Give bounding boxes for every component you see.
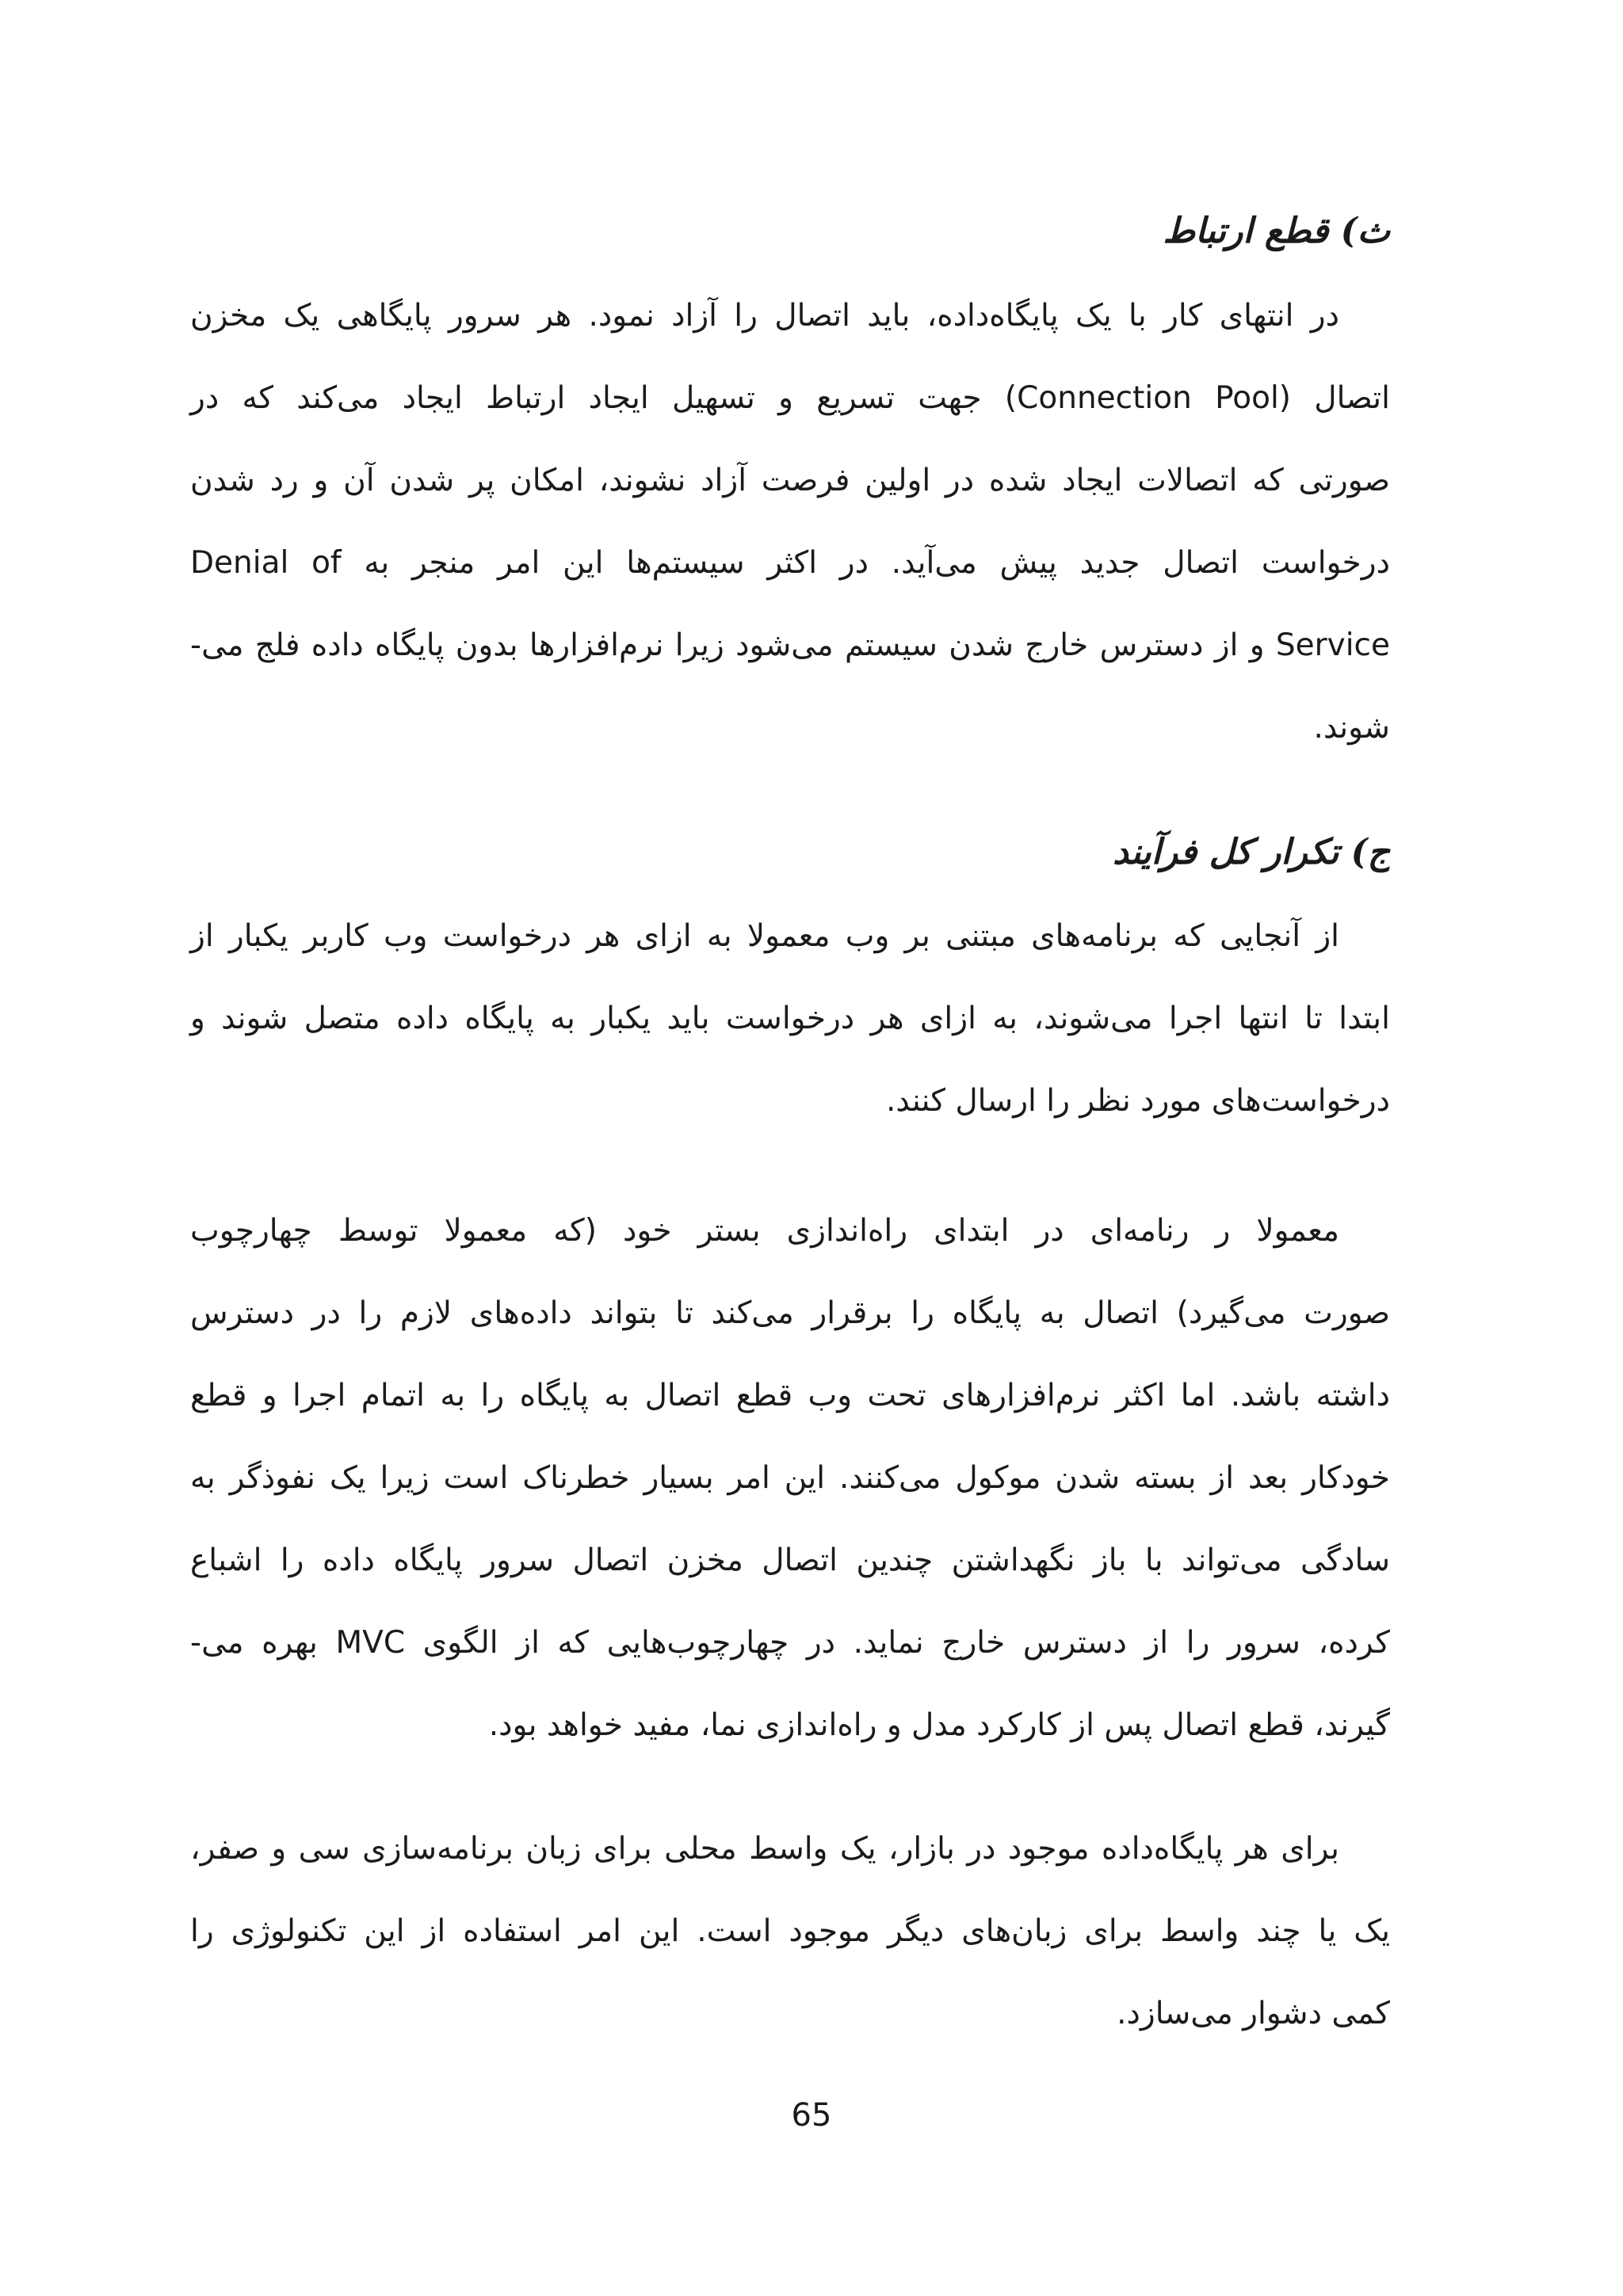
paragraph-line: اتصال (Connection Pool) جهت تسریع و تسهیل ایجاد ارتباط ایجاد می‌کند که در [190,380,1390,416]
section-heading-disconnect: ث) قطع ارتباط [1163,211,1390,251]
paragraph-line: خودکار بعد از بسته شدن موکول می‌کنند. این امر بسیار خطرناک است زیرا یک نفوذگر به [190,1460,1390,1496]
paragraph-line: کمی دشوار می‌سازد. [1117,1996,1390,2031]
paragraph-line: Service و از دسترس خارج شدن سیستم می‌شود زیرا نرم‌افزارها بدون پایگاه داده فلج می- [190,627,1390,663]
paragraph-line: گیرند، قطع اتصال پس از کارکرد مدل و راه‌اندازی نما، مفید خواهد بود. [488,1707,1390,1743]
paragraph-line: در انتهای کار با یک پایگاه‌داده، باید اتصال را آزاد نمود. هر سرور پایگاهی یک مخزن [190,298,1339,334]
page-number: 65 [791,2097,832,2134]
paragraph-line: یک یا چند واسط برای زبان‌های دیگر موجود است. این امر استفاده از این تکنولوژی را [190,1913,1390,1949]
paragraph-line: شوند. [1313,710,1390,746]
paragraph-line: معمولا ر رنامه‌ای در ابتدای راه‌اندازی بستر خود (که معمولا توسط چهارچوب [190,1213,1339,1249]
paragraph-line: صورت می‌گیرد) اتصال به پایگاه را برقرار می‌کند تا بتواند داده‌های لازم را در دسترس [190,1295,1390,1331]
paragraph-line: سادگی می‌تواند با باز نگهداشتن چندین اتصال مخزن اتصال سرور پایگاه داده را اشباع [190,1543,1390,1578]
paragraph-line: داشته باشد. اما اکثر نرم‌افزارهای تحت وب قطع اتصال به پایگاه را به اتمام اجرا و قطع [190,1378,1390,1413]
paragraph-native-interfaces [190,1808,1390,2055]
paragraph-line: صورتی که اتصالات ایجاد شده در اولین فرصت آزاد نشوند، امکان پر شدن آن و رد شدن [190,463,1390,498]
paragraph-repeat-intro [190,895,1390,1142]
paragraph-connection-lifetime [190,1190,1390,1767]
paragraph-line: درخواست‌های مورد نظر را ارسال کنند. [885,1083,1390,1119]
paragraph-line: برای هر پایگاه‌داده موجود در بازار، یک واسط محلی برای زبان برنامه‌سازی سی و صفر، [190,1831,1339,1867]
section-heading-repeat-process: ج) تکرار کل فرآیند [1113,832,1390,872]
paragraph-line: ابتدا تا انتها اجرا می‌شوند، به ازای هر درخواست باید یکبار به پایگاه داده متصل شوند و [190,1001,1390,1036]
paragraph-disconnect [190,275,1390,769]
paragraph-line: از آنجایی که برنامه‌های مبتنی بر وب معمولا به ازای هر درخواست وب کاربر یکبار از [190,918,1339,954]
paragraph-line: کرده، سرور را از دسترس خارج نماید. در چهارچوب‌هایی که از الگوی MVC بهره می- [190,1625,1390,1661]
paragraph-line: درخواست اتصال جدید پیش می‌آید. در اکثر سیستم‌ها این امر منجر به Denial of [190,545,1390,581]
